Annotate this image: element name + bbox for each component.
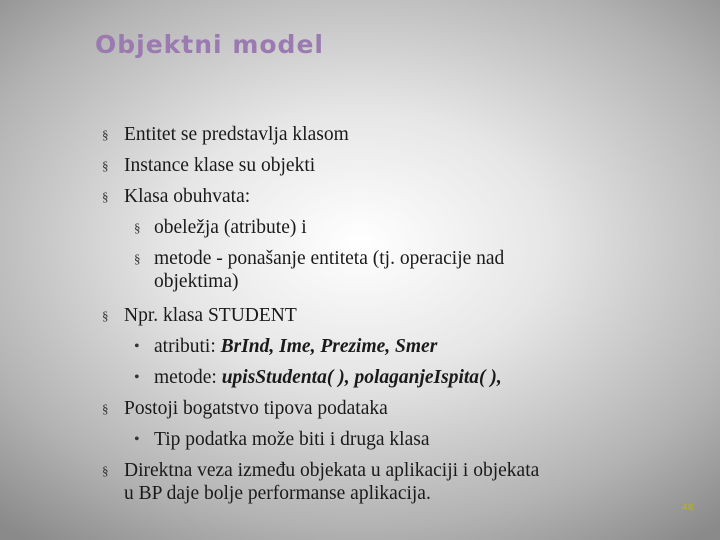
bullet-item [100,300,660,331]
method-list: upisStudenta( ), polaganjeIspita( ), [221,367,502,388]
sub-bullet-item [100,243,660,300]
bullet-text-continuation: u BP daje bolje performanse aplikacija. [124,483,431,504]
square-bullet-icon: § [102,158,109,173]
square-bullet-icon: § [102,401,109,416]
square-bullet-icon: § [102,189,109,204]
bullet-text: Klasa obuhvata: [124,186,251,207]
square-bullet-icon: § [102,463,109,478]
bullet-item [100,119,660,150]
bullet-prefix: metode: [154,367,222,388]
bullet-prefix: atributi: [154,336,221,357]
bullet-item [100,181,660,212]
dot-bullet-icon: • [134,431,140,448]
bullet-text: Instance klase su objekti [124,155,316,176]
bullet-text: obeležja (atribute) i [154,217,307,238]
attribute-list: BrInd, Ime, Prezime, Smer [220,336,438,357]
bullet-text: Direktna veza između objekata u aplikaciji i objekata [124,460,540,481]
bullet-item [100,393,660,424]
square-bullet-icon: § [134,220,141,235]
sub-bullet-item [100,424,660,455]
bullet-text: Postoji bogatstvo tipova podataka [124,398,388,419]
square-bullet-icon: § [102,308,109,323]
bullet-item [100,455,660,512]
bullet-text: metode - ponašanje entiteta (tj. operacije nad [154,248,505,269]
bullet-item [100,150,660,181]
sub-bullet-item [100,212,660,243]
bullet-text: Entitet se predstavlja klasom [124,124,349,145]
bullet-list [100,119,660,512]
sub-bullet-item [100,362,660,393]
bullet-text: Npr. klasa STUDENT [124,305,297,326]
bullet-text: Tip podatka može biti i druga klasa [154,429,430,450]
slide-title: Objektni model [95,30,324,59]
square-bullet-icon: § [134,251,141,266]
sub-bullet-item [100,331,660,362]
dot-bullet-icon: • [134,338,140,355]
square-bullet-icon: § [102,127,109,142]
page-number: 48 [682,503,694,513]
bullet-text-continuation: objektima) [154,271,239,292]
dot-bullet-icon: • [134,369,140,386]
